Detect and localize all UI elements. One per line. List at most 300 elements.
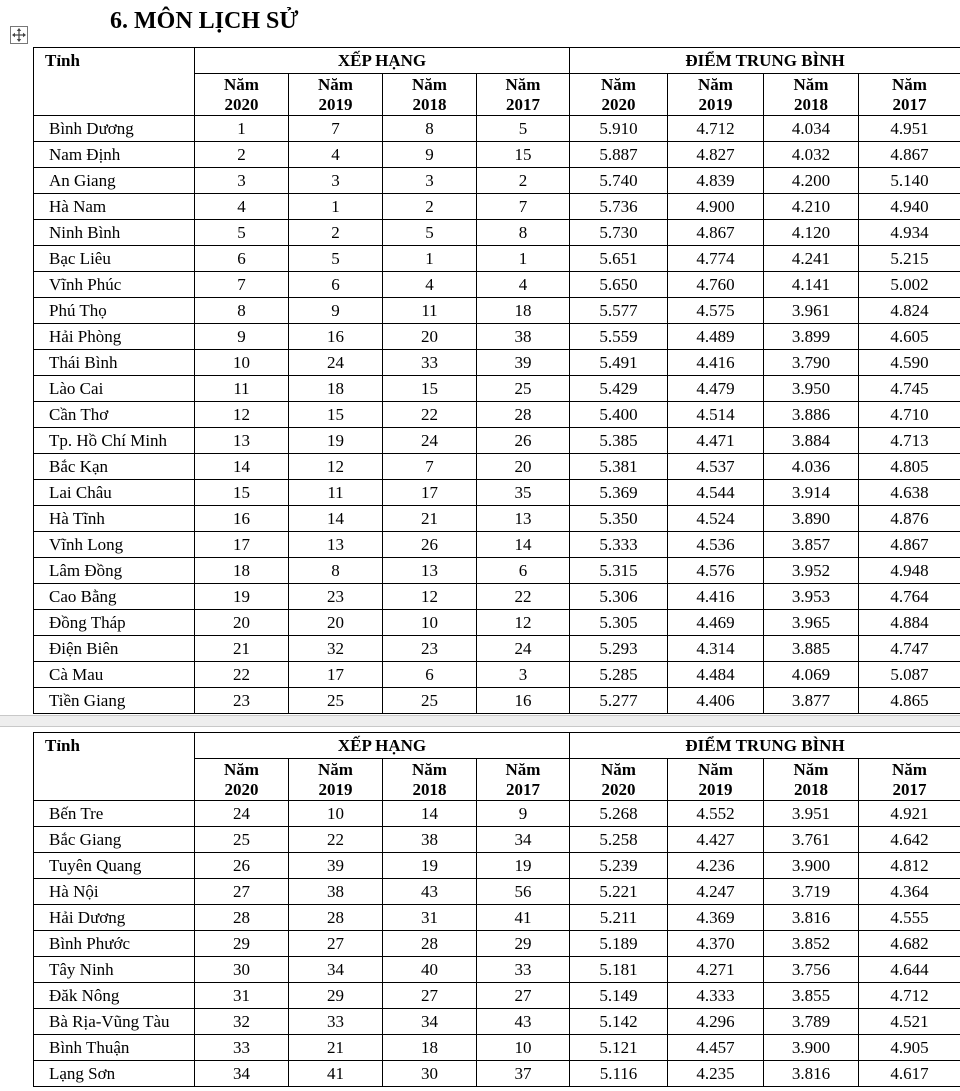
rank-2018-cell: 23 [383, 636, 477, 662]
year-word: Năm [793, 74, 829, 94]
avg-2019-cell: 4.469 [668, 610, 764, 636]
rank-2018-cell: 2 [383, 194, 477, 220]
avg-2019-cell: 4.271 [668, 957, 764, 983]
avg-2019-cell: 4.576 [668, 558, 764, 584]
table-row [34, 827, 960, 853]
rank-2019-cell: 16 [289, 324, 383, 350]
province-name-cell: Đồng Tháp [34, 610, 195, 636]
rank-2017-cell: 33 [477, 957, 570, 983]
avg-2017-cell: 4.867 [859, 532, 960, 558]
province-name-cell: Cần Thơ [34, 402, 195, 428]
year-label: 2020 [601, 94, 636, 114]
year-word: Năm [412, 759, 447, 779]
rank-2020-cell: 8 [195, 298, 289, 324]
rank-2020-cell: 20 [195, 610, 289, 636]
avg-2018-cell: 3.761 [764, 827, 859, 853]
avg-2018-cell: 4.200 [764, 168, 859, 194]
avg-2017-cell: 4.617 [859, 1061, 960, 1087]
rank-2017-cell: 18 [477, 298, 570, 324]
rank-2020-cell: 11 [195, 376, 289, 402]
province-name-cell: Bình Thuận [34, 1035, 195, 1061]
avg-2018-cell: 4.141 [764, 272, 859, 298]
avg-2017-cell: 4.682 [859, 931, 960, 957]
avg-2019-cell: 4.839 [668, 168, 764, 194]
year-label: 2018 [412, 94, 447, 114]
avg-2020-cell: 5.221 [570, 879, 668, 905]
rank-2017-cell: 24 [477, 636, 570, 662]
table-row [34, 1009, 960, 1035]
avg-2017-cell: 4.747 [859, 636, 960, 662]
rank-2017-cell: 26 [477, 428, 570, 454]
table-row [34, 272, 960, 298]
avg-2018-cell: 3.886 [764, 402, 859, 428]
avg-2018-cell: 3.890 [764, 506, 859, 532]
avg-2020-cell: 5.121 [570, 1035, 668, 1061]
avg-2019-cell: 4.774 [668, 246, 764, 272]
province-name-cell: Hà Tĩnh [34, 506, 195, 532]
rank-2018-cell: 25 [383, 688, 477, 714]
avg-year-header [570, 759, 668, 801]
rank-2020-cell: 12 [195, 402, 289, 428]
avg-2019-cell: 4.296 [668, 1009, 764, 1035]
rank-2017-cell: 41 [477, 905, 570, 931]
avg-2017-cell: 4.555 [859, 905, 960, 931]
province-name-cell: Hà Nam [34, 194, 195, 220]
avg-2017-cell: 4.867 [859, 142, 960, 168]
avg-2017-cell: 5.140 [859, 168, 960, 194]
avg-2020-cell: 5.306 [570, 584, 668, 610]
rank-2019-cell: 4 [289, 142, 383, 168]
year-word: Năm [698, 759, 733, 779]
rank-2019-cell: 23 [289, 584, 383, 610]
province-name-cell: An Giang [34, 168, 195, 194]
rank-2018-cell: 14 [383, 801, 477, 827]
rank-2019-cell: 9 [289, 298, 383, 324]
rank-2017-cell: 56 [477, 879, 570, 905]
rank-2020-cell: 19 [195, 584, 289, 610]
avg-year-header [668, 759, 764, 801]
year-label: 2017 [892, 94, 927, 114]
avg-year-header [859, 759, 960, 801]
table-move-handle[interactable] [10, 26, 28, 44]
rank-2017-cell: 25 [477, 376, 570, 402]
table-row [34, 428, 960, 454]
avg-2018-cell: 3.885 [764, 636, 859, 662]
rank-2018-cell: 28 [383, 931, 477, 957]
avg-2019-cell: 4.416 [668, 350, 764, 376]
rank-2017-cell: 38 [477, 324, 570, 350]
rank-2018-cell: 38 [383, 827, 477, 853]
rank-2017-cell: 1 [477, 246, 570, 272]
rank-2019-cell: 20 [289, 610, 383, 636]
rank-2020-cell: 2 [195, 142, 289, 168]
rank-2019-cell: 22 [289, 827, 383, 853]
province-name-cell: Thái Bình [34, 350, 195, 376]
rank-2020-cell: 31 [195, 983, 289, 1009]
rank-year-header [477, 759, 570, 801]
table-row [34, 246, 960, 272]
rank-2017-cell: 3 [477, 662, 570, 688]
ranking-header: XẾP HẠNG [195, 733, 570, 759]
rank-2017-cell: 37 [477, 1061, 570, 1087]
avg-2020-cell: 5.400 [570, 402, 668, 428]
rank-2020-cell: 34 [195, 1061, 289, 1087]
avg-2018-cell: 3.953 [764, 584, 859, 610]
rank-2017-cell: 29 [477, 931, 570, 957]
province-name-cell: Nam Định [34, 142, 195, 168]
rank-2019-cell: 15 [289, 402, 383, 428]
avg-2017-cell: 4.905 [859, 1035, 960, 1061]
province-name-cell: Bình Phước [34, 931, 195, 957]
province-name-cell: Hải Dương [34, 905, 195, 931]
rank-2018-cell: 21 [383, 506, 477, 532]
rank-2020-cell: 10 [195, 350, 289, 376]
rank-2020-cell: 18 [195, 558, 289, 584]
year-word: Năm [412, 74, 447, 94]
avg-2017-cell: 4.642 [859, 827, 960, 853]
page-title: 6. MÔN LỊCH SỬ [110, 8, 299, 34]
year-label: 2020 [224, 779, 259, 799]
avg-2019-cell: 4.314 [668, 636, 764, 662]
avg-year-header [859, 74, 960, 116]
avg-2019-cell: 4.479 [668, 376, 764, 402]
avg-2019-cell: 4.827 [668, 142, 764, 168]
province-name-cell: Lạng Sơn [34, 1061, 195, 1087]
year-label: 2018 [412, 779, 447, 799]
avg-2019-cell: 4.575 [668, 298, 764, 324]
province-name-cell: Tiền Giang [34, 688, 195, 714]
rank-2018-cell: 4 [383, 272, 477, 298]
avg-2020-cell: 5.385 [570, 428, 668, 454]
avg-2017-cell: 4.948 [859, 558, 960, 584]
province-name-cell: Hà Nội [34, 879, 195, 905]
avg-2018-cell: 3.900 [764, 853, 859, 879]
rank-2018-cell: 8 [383, 116, 477, 142]
province-name-cell: Cà Mau [34, 662, 195, 688]
rank-2019-cell: 8 [289, 558, 383, 584]
rank-2018-cell: 27 [383, 983, 477, 1009]
avg-2019-cell: 4.514 [668, 402, 764, 428]
score-table-1 [33, 47, 960, 714]
rank-2017-cell: 15 [477, 142, 570, 168]
rank-2019-cell: 34 [289, 957, 383, 983]
rank-year-header [289, 759, 383, 801]
rank-2018-cell: 43 [383, 879, 477, 905]
year-word: Năm [505, 74, 541, 94]
rank-2018-cell: 18 [383, 1035, 477, 1061]
province-name-cell: Bến Tre [34, 801, 195, 827]
province-name-cell: Bà Rịa-Vũng Tàu [34, 1009, 195, 1035]
rank-2019-cell: 33 [289, 1009, 383, 1035]
avg-2018-cell: 4.032 [764, 142, 859, 168]
rank-2018-cell: 19 [383, 853, 477, 879]
avg-2018-cell: 4.241 [764, 246, 859, 272]
table-row [34, 688, 960, 714]
rank-2017-cell: 10 [477, 1035, 570, 1061]
rank-2020-cell: 5 [195, 220, 289, 246]
rank-year-header [195, 759, 289, 801]
rank-2020-cell: 9 [195, 324, 289, 350]
rank-2017-cell: 35 [477, 480, 570, 506]
avg-2020-cell: 5.740 [570, 168, 668, 194]
avg-2017-cell: 4.812 [859, 853, 960, 879]
rank-2018-cell: 33 [383, 350, 477, 376]
avg-2020-cell: 5.650 [570, 272, 668, 298]
table-row [34, 853, 960, 879]
avg-2018-cell: 3.852 [764, 931, 859, 957]
avg-2019-cell: 4.369 [668, 905, 764, 931]
year-word: Năm [698, 74, 733, 94]
avg-2020-cell: 5.181 [570, 957, 668, 983]
table-row [34, 905, 960, 931]
rank-2017-cell: 16 [477, 688, 570, 714]
avg-2020-cell: 5.381 [570, 454, 668, 480]
province-header: Tỉnh [34, 48, 195, 116]
table-row [34, 931, 960, 957]
avg-2020-cell: 5.293 [570, 636, 668, 662]
avg-2020-cell: 5.211 [570, 905, 668, 931]
year-word: Năm [224, 759, 259, 779]
avg-2020-cell: 5.491 [570, 350, 668, 376]
year-word: Năm [793, 759, 829, 779]
rank-2018-cell: 1 [383, 246, 477, 272]
rank-2019-cell: 19 [289, 428, 383, 454]
avg-2018-cell: 3.952 [764, 558, 859, 584]
avg-2017-cell: 4.865 [859, 688, 960, 714]
avg-2019-cell: 4.236 [668, 853, 764, 879]
avg-2018-cell: 3.855 [764, 983, 859, 1009]
province-name-cell: Tuyên Quang [34, 853, 195, 879]
avg-2020-cell: 5.149 [570, 983, 668, 1009]
avg-year-header [570, 74, 668, 116]
rank-2018-cell: 34 [383, 1009, 477, 1035]
table-row [34, 506, 960, 532]
table-row [34, 480, 960, 506]
avg-2019-cell: 4.333 [668, 983, 764, 1009]
rank-2020-cell: 29 [195, 931, 289, 957]
rank-2019-cell: 32 [289, 636, 383, 662]
avg-2019-cell: 4.489 [668, 324, 764, 350]
avg-2019-cell: 4.235 [668, 1061, 764, 1087]
rank-2017-cell: 39 [477, 350, 570, 376]
year-label: 2017 [506, 779, 540, 799]
year-label: 2017 [506, 94, 540, 114]
avg-2020-cell: 5.277 [570, 688, 668, 714]
table-row [34, 610, 960, 636]
rank-2018-cell: 6 [383, 662, 477, 688]
table-row [34, 584, 960, 610]
rank-2017-cell: 28 [477, 402, 570, 428]
table-row [34, 194, 960, 220]
avg-2017-cell: 4.876 [859, 506, 960, 532]
rank-2020-cell: 16 [195, 506, 289, 532]
rank-2020-cell: 30 [195, 957, 289, 983]
avg-2017-cell: 4.364 [859, 879, 960, 905]
avg-2020-cell: 5.116 [570, 1061, 668, 1087]
rank-2020-cell: 3 [195, 168, 289, 194]
province-name-cell: Cao Bằng [34, 584, 195, 610]
rank-2019-cell: 13 [289, 532, 383, 558]
province-name-cell: Lâm Đồng [34, 558, 195, 584]
avg-2020-cell: 5.651 [570, 246, 668, 272]
avg-2019-cell: 4.552 [668, 801, 764, 827]
rank-2020-cell: 15 [195, 480, 289, 506]
avg-2017-cell: 4.605 [859, 324, 960, 350]
avg-2017-cell: 5.215 [859, 246, 960, 272]
avg-2018-cell: 3.816 [764, 905, 859, 931]
avg-2017-cell: 5.087 [859, 662, 960, 688]
avg-2019-cell: 4.457 [668, 1035, 764, 1061]
rank-2018-cell: 12 [383, 584, 477, 610]
rank-2020-cell: 32 [195, 1009, 289, 1035]
avg-2020-cell: 5.350 [570, 506, 668, 532]
rank-2020-cell: 22 [195, 662, 289, 688]
avg-2018-cell: 3.899 [764, 324, 859, 350]
avg-2019-cell: 4.484 [668, 662, 764, 688]
ranking-header: XẾP HẠNG [195, 48, 570, 74]
rank-2019-cell: 27 [289, 931, 383, 957]
avg-2017-cell: 4.521 [859, 1009, 960, 1035]
rank-2020-cell: 21 [195, 636, 289, 662]
rank-2017-cell: 34 [477, 827, 570, 853]
table-row [34, 168, 960, 194]
year-label: 2019 [318, 779, 353, 799]
rank-2019-cell: 25 [289, 688, 383, 714]
rank-2017-cell: 2 [477, 168, 570, 194]
province-name-cell: Vĩnh Long [34, 532, 195, 558]
table-row [34, 142, 960, 168]
move-arrows-icon [11, 27, 27, 43]
avg-year-header [764, 74, 859, 116]
rank-2019-cell: 38 [289, 879, 383, 905]
rank-year-header [477, 74, 570, 116]
rank-2019-cell: 21 [289, 1035, 383, 1061]
year-word: Năm [892, 74, 927, 94]
table-row [34, 558, 960, 584]
rank-2019-cell: 41 [289, 1061, 383, 1087]
avg-year-header [668, 74, 764, 116]
rank-2020-cell: 25 [195, 827, 289, 853]
table-row [34, 532, 960, 558]
avg-2018-cell: 3.950 [764, 376, 859, 402]
avg-2018-cell: 3.790 [764, 350, 859, 376]
province-name-cell: Tây Ninh [34, 957, 195, 983]
rank-2017-cell: 9 [477, 801, 570, 827]
avg-2019-cell: 4.760 [668, 272, 764, 298]
rank-2018-cell: 20 [383, 324, 477, 350]
rank-2018-cell: 7 [383, 454, 477, 480]
rank-2018-cell: 9 [383, 142, 477, 168]
avg-2020-cell: 5.268 [570, 801, 668, 827]
rank-year-header [289, 74, 383, 116]
avg-2020-cell: 5.258 [570, 827, 668, 853]
table-row [34, 636, 960, 662]
year-word: Năm [224, 74, 259, 94]
rank-2017-cell: 7 [477, 194, 570, 220]
avg-2018-cell: 3.961 [764, 298, 859, 324]
avg-2019-cell: 4.712 [668, 116, 764, 142]
avg-2020-cell: 5.239 [570, 853, 668, 879]
rank-2018-cell: 24 [383, 428, 477, 454]
avg-2018-cell: 3.900 [764, 1035, 859, 1061]
rank-2018-cell: 15 [383, 376, 477, 402]
avg-2019-cell: 4.536 [668, 532, 764, 558]
rank-2019-cell: 17 [289, 662, 383, 688]
rank-2017-cell: 13 [477, 506, 570, 532]
avg-2018-cell: 3.719 [764, 879, 859, 905]
avg-2020-cell: 5.559 [570, 324, 668, 350]
rank-2018-cell: 5 [383, 220, 477, 246]
rank-year-header [383, 74, 477, 116]
province-name-cell: Bạc Liêu [34, 246, 195, 272]
avg-2018-cell: 3.965 [764, 610, 859, 636]
rank-2018-cell: 10 [383, 610, 477, 636]
avg-2020-cell: 5.285 [570, 662, 668, 688]
rank-year-header [195, 74, 289, 116]
avg-2020-cell: 5.730 [570, 220, 668, 246]
table-row [34, 350, 960, 376]
avg-2019-cell: 4.406 [668, 688, 764, 714]
avg-2017-cell: 4.824 [859, 298, 960, 324]
page-break [0, 715, 960, 727]
avg-2017-cell: 4.745 [859, 376, 960, 402]
province-name-cell: Đăk Nông [34, 983, 195, 1009]
province-name-cell: Hải Phòng [34, 324, 195, 350]
avg-2018-cell: 3.756 [764, 957, 859, 983]
avg-2020-cell: 5.429 [570, 376, 668, 402]
year-word: Năm [892, 759, 927, 779]
avg-year-header [764, 759, 859, 801]
rank-2020-cell: 28 [195, 905, 289, 931]
avg-2020-cell: 5.577 [570, 298, 668, 324]
rank-2017-cell: 14 [477, 532, 570, 558]
rank-2020-cell: 1 [195, 116, 289, 142]
avg-2018-cell: 3.877 [764, 688, 859, 714]
rank-year-header [383, 759, 477, 801]
rank-2017-cell: 22 [477, 584, 570, 610]
rank-2019-cell: 2 [289, 220, 383, 246]
avg-2017-cell: 4.710 [859, 402, 960, 428]
avg-2017-cell: 4.921 [859, 801, 960, 827]
avg-2018-cell: 3.789 [764, 1009, 859, 1035]
year-word: Năm [601, 74, 636, 94]
rank-2017-cell: 12 [477, 610, 570, 636]
province-name-cell: Phú Thọ [34, 298, 195, 324]
avg-2020-cell: 5.333 [570, 532, 668, 558]
rank-2020-cell: 13 [195, 428, 289, 454]
avg-2018-cell: 3.914 [764, 480, 859, 506]
rank-2020-cell: 17 [195, 532, 289, 558]
province-name-cell: Bình Dương [34, 116, 195, 142]
province-name-cell: Tp. Hồ Chí Minh [34, 428, 195, 454]
rank-2017-cell: 27 [477, 983, 570, 1009]
avg-2017-cell: 4.934 [859, 220, 960, 246]
avg-2018-cell: 3.884 [764, 428, 859, 454]
avg-2019-cell: 4.867 [668, 220, 764, 246]
avg-2019-cell: 4.416 [668, 584, 764, 610]
year-label: 2018 [794, 94, 828, 114]
province-header: Tỉnh [34, 733, 195, 801]
year-label: 2019 [698, 779, 733, 799]
province-name-cell: Lai Châu [34, 480, 195, 506]
rank-2018-cell: 13 [383, 558, 477, 584]
rank-2018-cell: 11 [383, 298, 477, 324]
avg-2017-cell: 4.638 [859, 480, 960, 506]
score-table-2 [33, 732, 960, 1087]
province-name-cell: Điện Biên [34, 636, 195, 662]
table-row [34, 957, 960, 983]
avg-2018-cell: 4.069 [764, 662, 859, 688]
